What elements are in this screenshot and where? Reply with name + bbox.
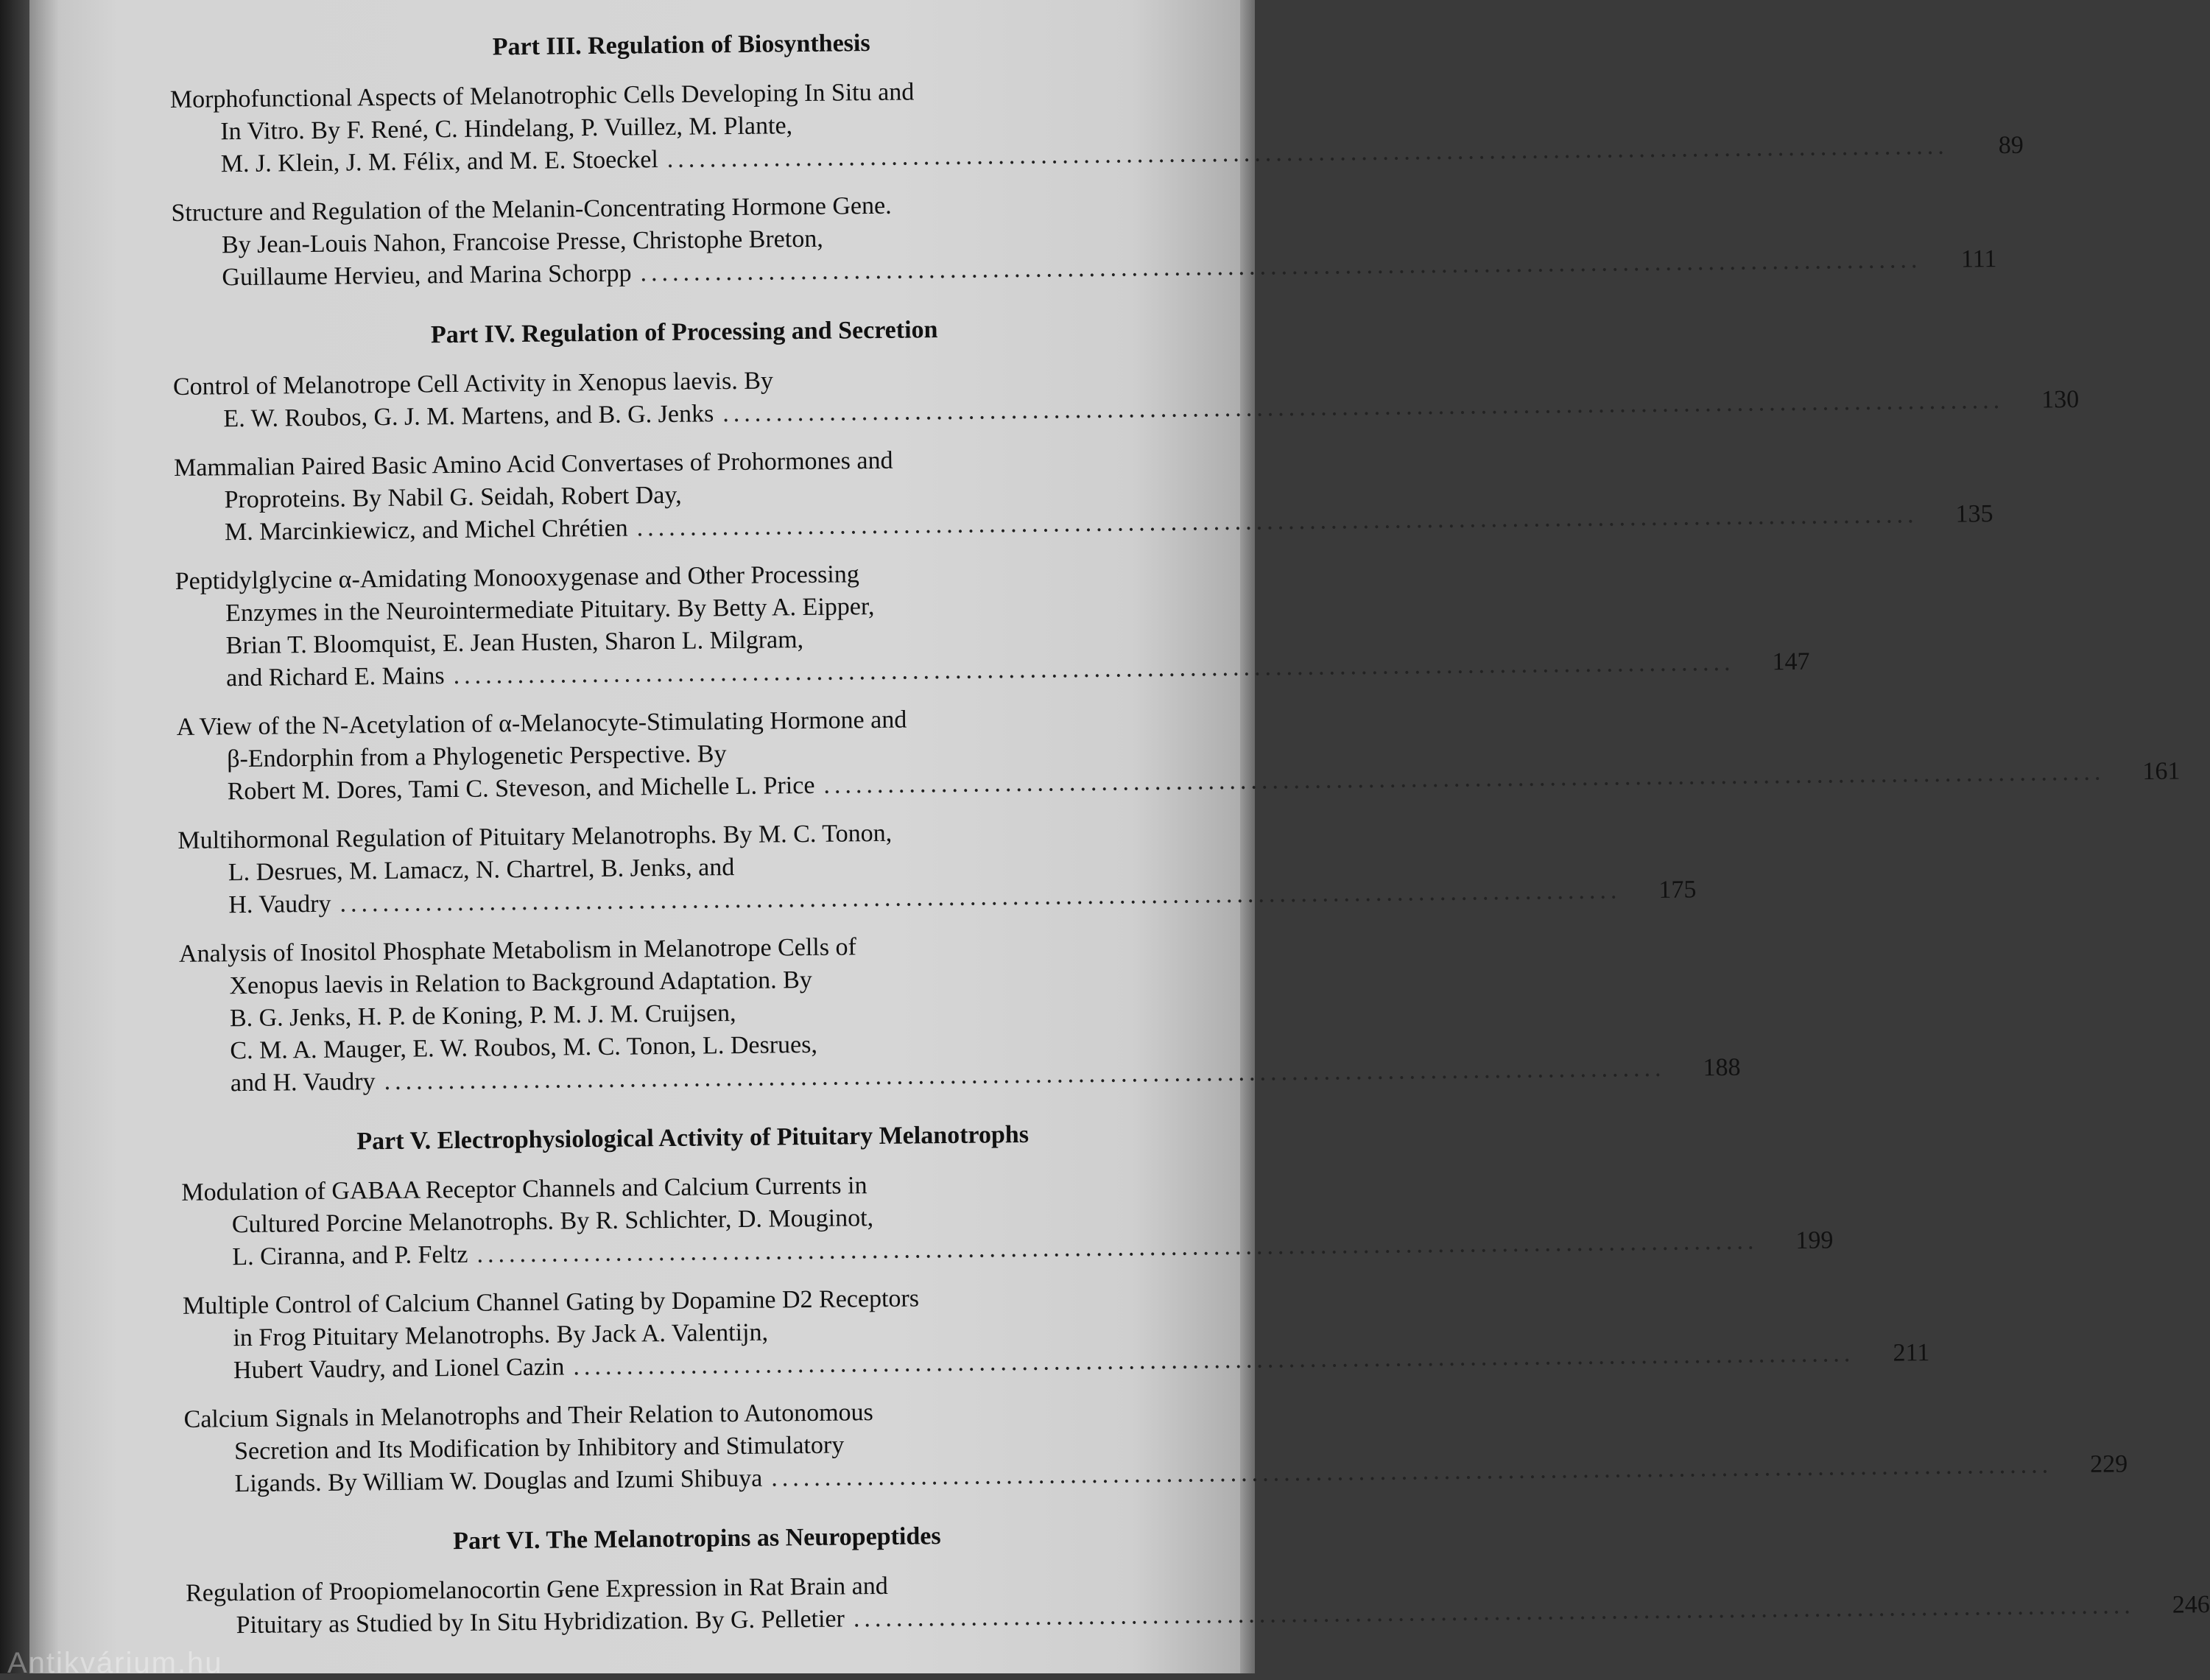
dot-leader: ........................................................................................................................ (573, 1340, 1855, 1381)
entry-line: Morphofunctional Aspects of Melanotrophic Cells Developing In Situ and (169, 78, 915, 113)
entry-line: Proproteins. By Nabil G. Seidah, Robert Day, (224, 481, 682, 514)
entry-line: Mammalian Paired Basic Amino Acid Convertases of Prohormones and (173, 446, 893, 482)
page-number: 211 (1893, 1339, 1930, 1367)
entry-line: Regulation of Proopiomelanocortin Gene Expression in Rat Brain and (185, 1572, 888, 1607)
entry-line: In Vitro. By F. René, C. Hindelang, P. Vuillez, M. Plante, (220, 112, 793, 146)
entry-line: Guillaume Hervieu, and Marina Schorpp (222, 259, 632, 292)
entry-line: Brian T. Bloomquist, E. Jean Husten, Sharon L. Milgram, (225, 626, 804, 660)
entry-line: Enzymes in the Neurointermediate Pituitary. By Betty A. Eipper, (225, 593, 875, 628)
entry-line: Peptidylglycine α-Amidating Monooxygenase and Other Processing (175, 560, 859, 595)
part-heading: Part IV. Regulation of Processing and Secretion (430, 316, 938, 349)
table-of-contents (169, 27, 2210, 1659)
page-number: 135 (1955, 500, 1993, 528)
entry-line: Hubert Vaudry, and Lionel Cazin (233, 1353, 565, 1385)
entry-line: Structure and Regulation of the Melanin-Concentrating Hormone Gene. (171, 191, 892, 227)
entry-line: A View of the N-Acetylation of α-Melanocyte-Stimulating Hormone and (176, 706, 907, 741)
entry-line: Ligands. By William W. Douglas and Izumi Shibuya (234, 1464, 763, 1498)
dot-leader: ........................................................................................................................ (636, 501, 1918, 542)
entry-line: M. Marcinkiewicz, and Michel Chrétien (224, 514, 628, 546)
dot-leader: ........................................................................................................................ (771, 1451, 2053, 1492)
entry-line: Multihormonal Regulation of Pituitary Melanotrophs. By M. C. Tonon, (177, 819, 893, 854)
part-heading: Part VI. The Melanotropins as Neuropeptides (452, 1522, 941, 1556)
entry-line: E. W. Roubos, G. J. M. Martens, and B. G. Jenks (223, 400, 714, 433)
dot-leader: ........................................................................................................................ (853, 1592, 2135, 1633)
toc-entry[interactable] (169, 74, 2024, 181)
page-number: 147 (1772, 647, 1810, 676)
dot-leader: ........................................................................................................................ (339, 876, 1622, 918)
entry-line: Control of Melanotrope Cell Activity in Xenopus laevis. By (172, 367, 774, 401)
toc-entry[interactable] (173, 442, 1993, 549)
entry-line: H. Vaudry (228, 890, 331, 919)
entry-line: Robert M. Dores, Tami C. Steveson, and Michelle L. Price (227, 771, 815, 806)
page-number: 246 (2172, 1591, 2210, 1619)
dot-leader: ........................................................................................................................ (384, 1054, 1666, 1096)
toc-entry[interactable] (171, 187, 1997, 295)
page-number: 130 (2041, 385, 2080, 414)
entry-line: Secretion and Its Modification by Inhibitory and Stimulatory (233, 1431, 845, 1466)
watermark: Antikvárium.hu (7, 1647, 223, 1679)
entry-line: L. Desrues, M. Lamacz, N. Chartrel, B. Jenks, and (228, 854, 735, 887)
entry-line: and Richard E. Mains (225, 662, 445, 692)
entry-line: Modulation of GABAA Receptor Channels and Calcium Currents in (181, 1172, 868, 1206)
toc-entry[interactable] (182, 1280, 1930, 1388)
entry-line: Analysis of Inositol Phosphate Metabolism in Melanotrope Cells of (178, 933, 856, 968)
toc-entry[interactable] (185, 1567, 2210, 1642)
dot-leader: ........................................................................................................................ (666, 132, 1949, 173)
page-number: 89 (1998, 131, 2024, 159)
page-number: 111 (1960, 245, 1997, 273)
toc-entry[interactable] (178, 928, 1741, 1100)
entry-line: B. G. Jenks, H. P. de Koning, P. M. J. M. Cruijsen, (229, 999, 736, 1033)
entry-line: C. M. A. Mauger, E. W. Roubos, M. C. Tonon, L. Desrues, (230, 1030, 818, 1065)
dot-leader: ........................................................................................................................ (476, 1227, 1759, 1268)
entry-line: Xenopus laevis in Relation to Background Adaptation. By (229, 966, 812, 1000)
dot-leader: ........................................................................................................................ (722, 386, 2005, 428)
entry-line: M. J. Klein, J. M. Félix, and M. E. Stoeckel (220, 146, 659, 178)
toc-entry[interactable] (181, 1167, 1834, 1274)
entry-line: Cultured Porcine Melanotrophs. By R. Schlichter, D. Mouginot, (231, 1204, 874, 1239)
entry-line: Calcium Signals in Melanotrophs and Their Relation to Autonomous (183, 1399, 873, 1433)
toc-entry[interactable] (175, 555, 1810, 695)
entry-line: L. Ciranna, and P. Feltz (232, 1240, 468, 1271)
toc-entry[interactable] (177, 815, 1697, 922)
page-number: 161 (2142, 757, 2181, 785)
part-heading: Part V. Electrophysiological Activity of Pituitary Melanotrophs (356, 1120, 1030, 1156)
page-number: 175 (1658, 876, 1697, 904)
dot-leader: ........................................................................................................................ (640, 246, 1922, 287)
toc-entry[interactable] (183, 1393, 2128, 1501)
page-number: 188 (1703, 1053, 1741, 1082)
entry-line: in Frog Pituitary Melanotrophs. By Jack A. Valentijn, (233, 1318, 769, 1352)
entry-line: Multiple Control of Calcium Channel Gating by Dopamine D2 Receptors (182, 1284, 920, 1320)
toc-entry[interactable] (176, 701, 2181, 809)
entry-line: and H. Vaudry (230, 1068, 376, 1097)
entry-line: By Jean-Louis Nahon, Francoise Presse, Christophe Breton, (221, 225, 823, 259)
entry-line: Pituitary as Studied by In Situ Hybridization. By G. Pelletier (236, 1605, 845, 1639)
dot-leader: ........................................................................................................................ (823, 758, 2105, 799)
entry-line: β-Endorphin from a Phylogenetic Perspective. By (227, 740, 727, 773)
part-heading: Part III. Regulation of Biosynthesis (492, 29, 870, 61)
dot-leader: ........................................................................................................................ (453, 648, 1735, 690)
page-number: 229 (2089, 1450, 2128, 1478)
page-number: 199 (1795, 1226, 1834, 1254)
toc-entry[interactable] (172, 361, 2080, 436)
